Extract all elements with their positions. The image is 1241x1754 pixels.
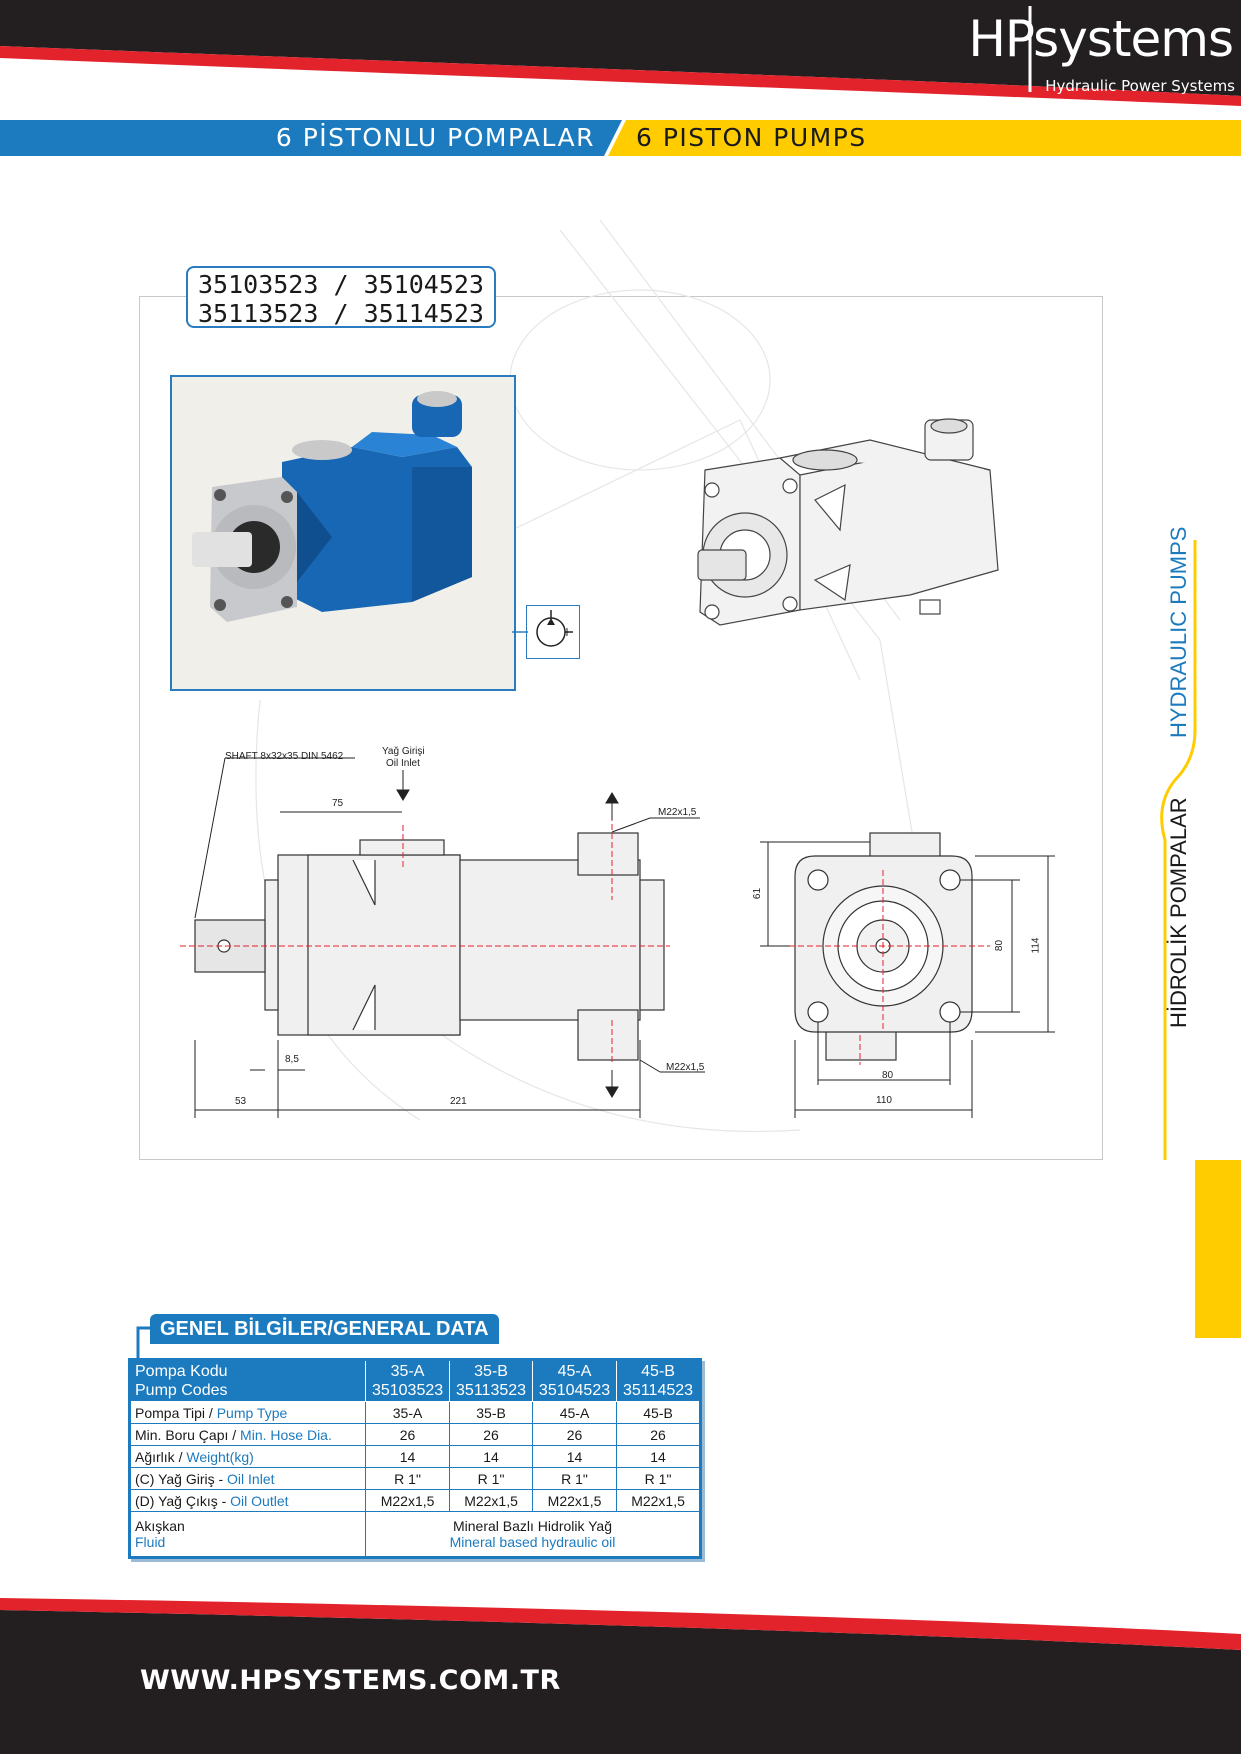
general-data-table [128,1358,702,1559]
fluid-label [130,1512,366,1558]
oil-inlet-label-tr: Yağ Girişi [382,746,425,757]
column-header [450,1360,533,1402]
dim-114: 114 [1030,937,1042,954]
table-cell: 35-B [450,1402,533,1424]
dim-80-vertical: 80 [994,939,1006,952]
table-cell: 14 [617,1446,701,1468]
dim-53: 53 [235,1096,247,1107]
row-label: Min. Boru Çapı / Min. Hose Dia. [130,1424,366,1446]
dim-8-5: 8,5 [285,1054,299,1065]
pump-codes-label-en: Pump Codes [135,1382,228,1399]
row-label: Pompa Tipi / Pump Type [130,1402,366,1424]
product-codes-line-1: 35103523 / 35104523 [198,270,484,299]
table-cell: R 1" [532,1468,616,1490]
column-code: 35103523 [371,1382,444,1399]
column-type: 35-A [390,1363,425,1380]
shaft-label: SHAFT 8x32x35 DIN 5462 [225,751,344,762]
brand-tagline: Hydraulic Power Systems [1045,77,1235,95]
page-title-english: 6 PISTON PUMPS [636,123,867,152]
column-code: 35114523 [623,1382,694,1399]
product-codes-box [186,266,496,328]
dim-221: 221 [450,1096,467,1107]
table-cell: M22x1,5 [366,1490,450,1512]
table-cell: 14 [450,1446,533,1468]
product-codes-line-2: 35113523 / 35114523 [198,299,484,328]
column-type: 45-A [557,1363,592,1380]
column-header [617,1360,701,1402]
pump-codes-label-tr: Pompa Kodu [135,1363,228,1380]
general-data-title: GENEL BİLGİLER/GENERAL DATA [150,1314,499,1344]
table-row [130,1402,701,1424]
column-code: 35113523 [456,1382,527,1399]
port-bottom-label: M22x1,5 [666,1062,705,1073]
table-header-row [130,1360,701,1402]
fluid-label-tr: Akışkan [135,1518,185,1534]
table-cell: R 1" [617,1468,701,1490]
row-label: Ağırlık / Weight(kg) [130,1446,366,1468]
fluid-value-en: Mineral based hydraulic oil [449,1534,616,1550]
table-cell: R 1" [366,1468,450,1490]
pump-photo [170,375,516,691]
table-cell: 35-A [366,1402,450,1424]
table-cell: 26 [532,1424,616,1446]
brand-logo-text: HPsystems [968,10,1233,68]
table-cell: M22x1,5 [450,1490,533,1512]
table-cell: M22x1,5 [617,1490,701,1512]
table-cell: 26 [366,1424,450,1446]
oil-inlet-label-en: Oil Inlet [386,758,420,769]
table-row-fluid [130,1512,701,1558]
dim-61: 61 [752,887,764,900]
dim-80-horizontal: 80 [882,1070,894,1081]
pump-codes-header [130,1360,366,1402]
table-cell: M22x1,5 [532,1490,616,1512]
port-top-label: M22x1,5 [658,807,697,818]
table-row [130,1424,701,1446]
fluid-label-en: Fluid [135,1534,166,1550]
fluid-value-tr: Mineral Bazlı Hidrolik Yağ [453,1518,612,1534]
side-label-english: HYDRAULIC PUMPS [1166,526,1191,738]
column-code: 35104523 [538,1382,611,1399]
side-label-turkish: HİDROLİK POMPALAR [1166,797,1191,1028]
table-cell: 26 [450,1424,533,1446]
table-cell: R 1" [450,1468,533,1490]
website-link[interactable]: WWW.HPSYSTEMS.COM.TR [140,1665,561,1696]
table-row [130,1446,701,1468]
dim-110: 110 [876,1095,892,1106]
row-label: (C) Yağ Giriş - Oil Inlet [130,1468,366,1490]
table-cell: 14 [366,1446,450,1468]
column-type: 35-B [474,1363,508,1380]
table-cell: 26 [617,1424,701,1446]
table-row [130,1490,701,1512]
fluid-value [366,1512,701,1558]
dim-75: 75 [332,798,344,809]
table-cell: 45-A [532,1402,616,1424]
column-type: 45-B [641,1363,675,1380]
hydraulic-pump-symbol [526,605,580,659]
column-header [366,1360,450,1402]
symbol-leader-line [512,630,528,634]
column-header [532,1360,616,1402]
row-label: (D) Yağ Çıkış - Oil Outlet [130,1490,366,1512]
table-cell: 45-B [617,1402,701,1424]
page-title-turkish: 6 PİSTONLU POMPALAR [275,123,595,152]
table-row [130,1468,701,1490]
table-cell: 14 [532,1446,616,1468]
